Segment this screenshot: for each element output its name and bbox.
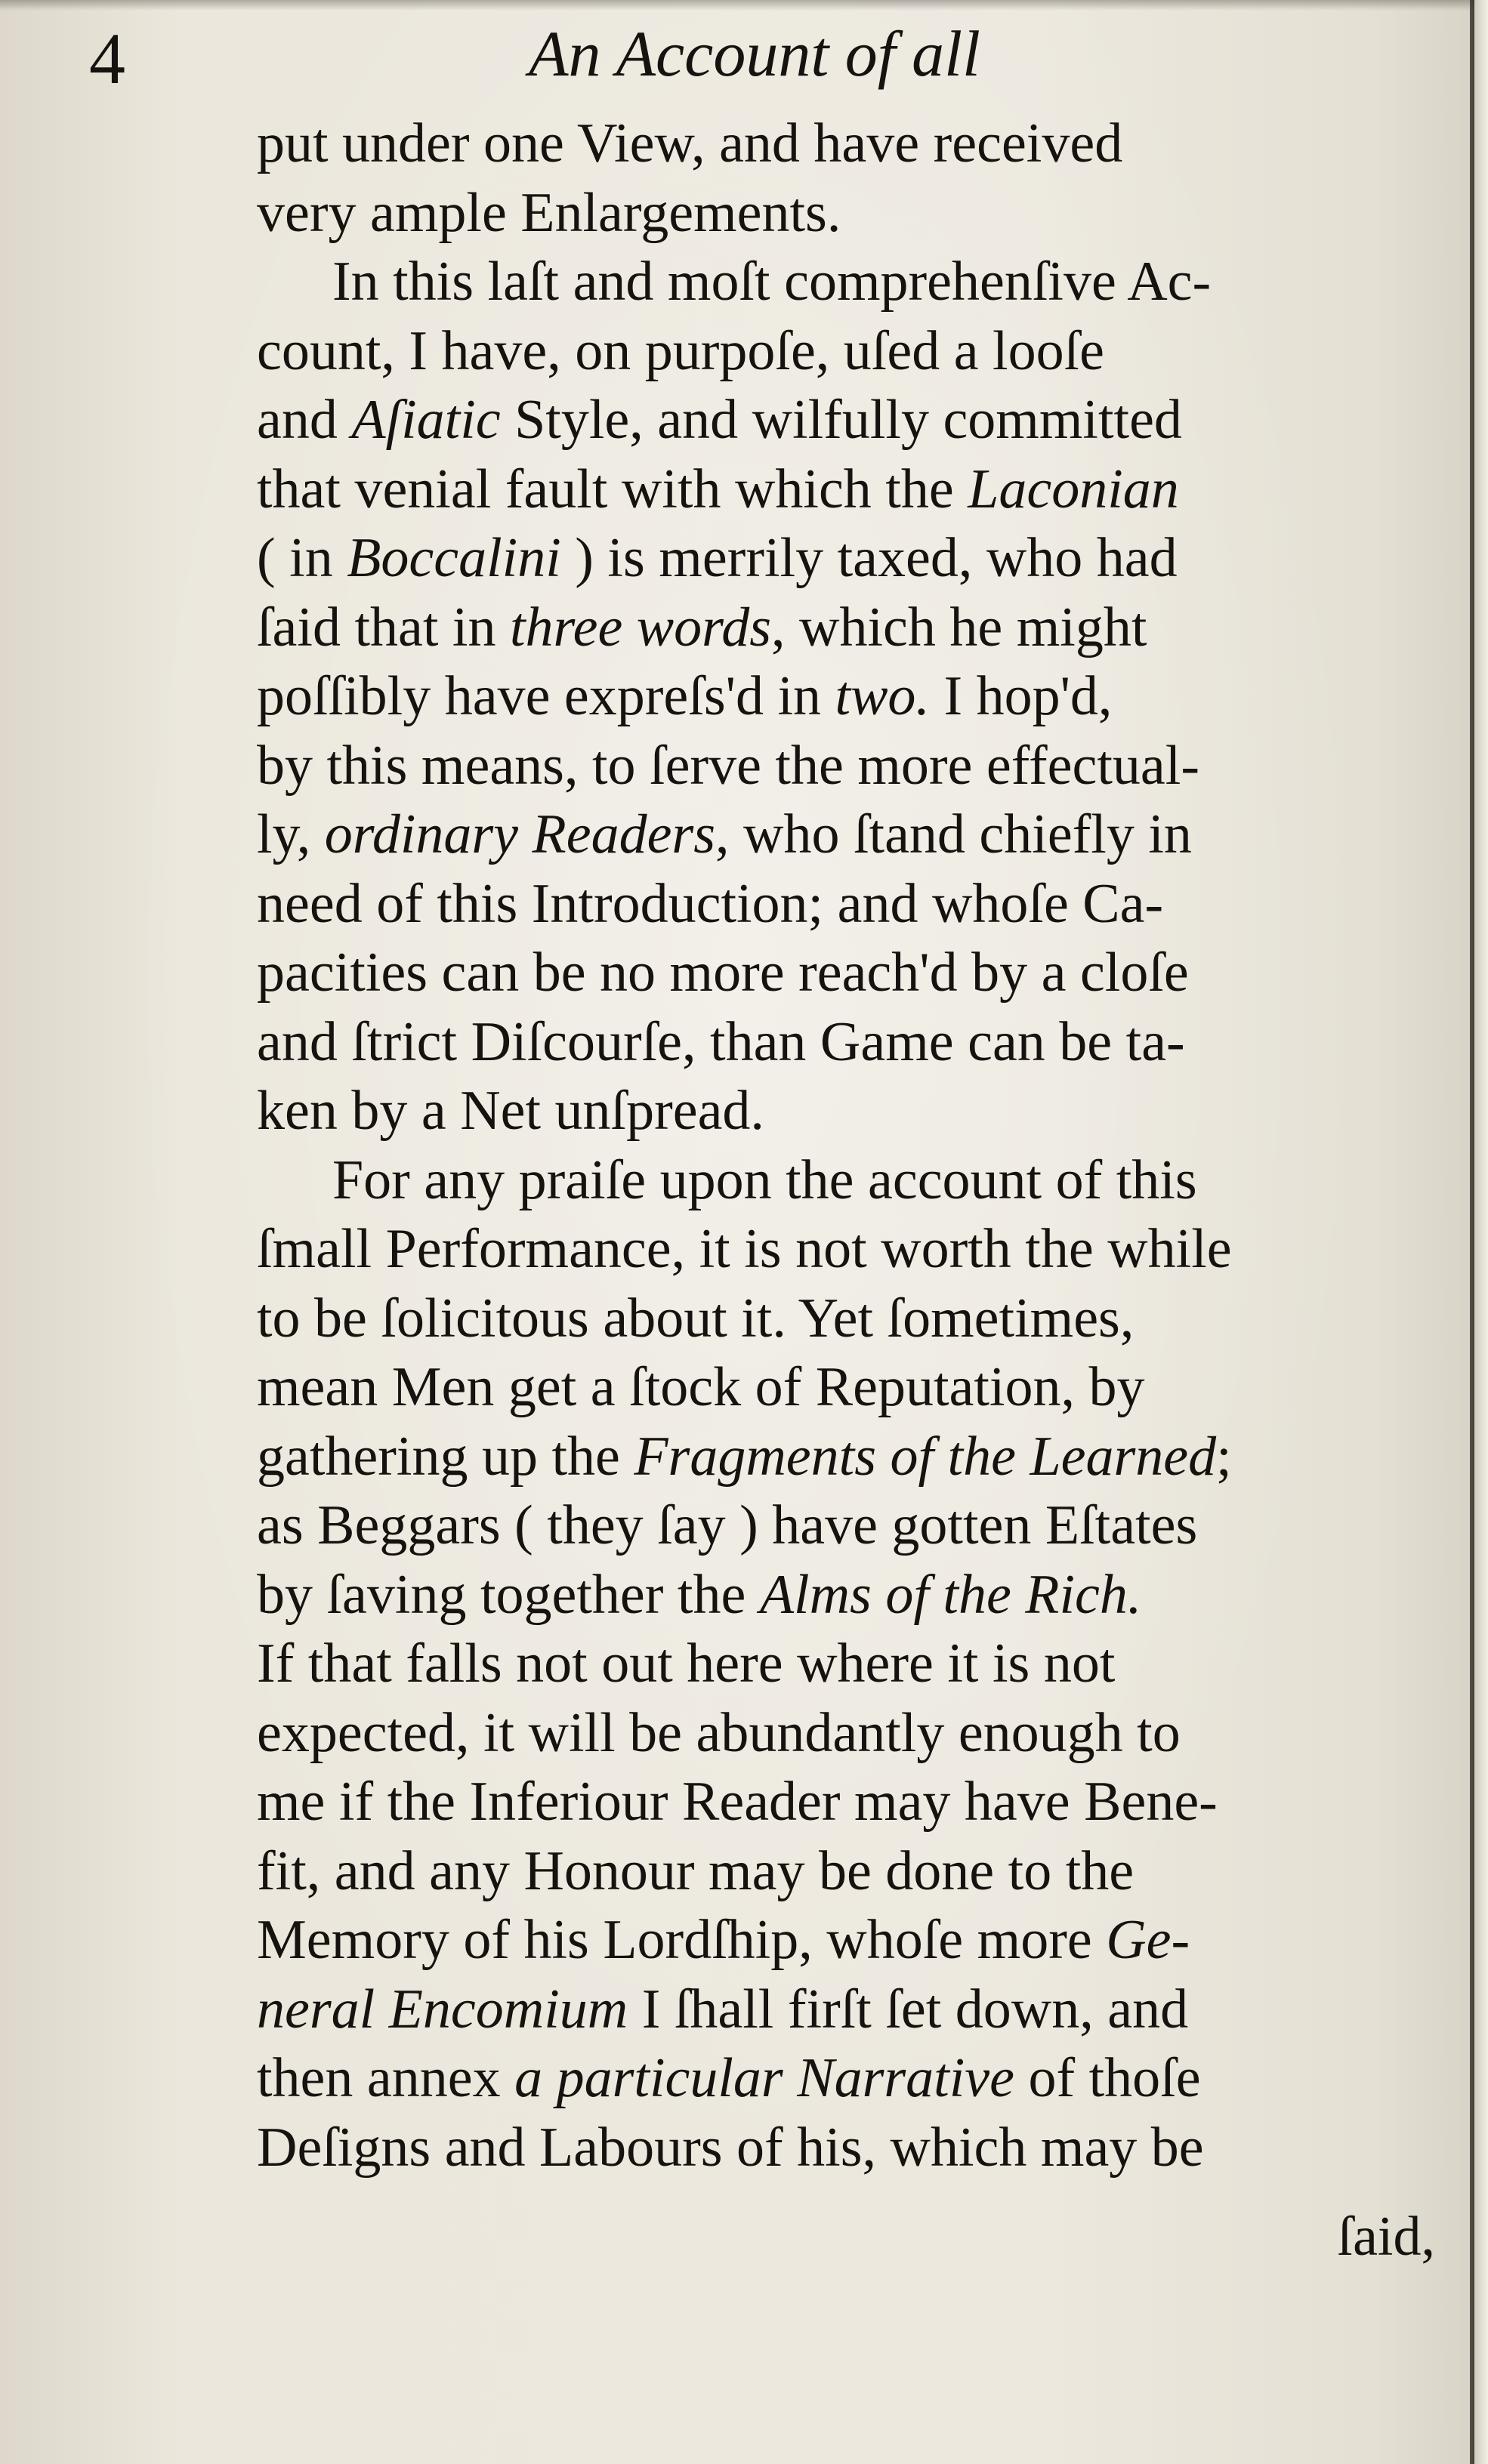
text-segment: and <box>257 389 352 451</box>
text-segment: If that falls not out here where it is not <box>257 1633 1116 1695</box>
italic-segment: two. <box>835 665 930 727</box>
italic-segment: a particular Narrative <box>514 2047 1014 2109</box>
italic-segment: Ge- <box>1106 1909 1190 1971</box>
text-segment: as Beggars ( they ſay ) have gotten Eſtates <box>257 1494 1198 1556</box>
text-segment: ) is merrily taxed, who had <box>560 527 1178 589</box>
text-line <box>257 800 1401 870</box>
text-line <box>257 662 1401 732</box>
text-segment: need of this Introduction; and whoſe Ca- <box>257 872 1164 935</box>
text-segment: , which he might <box>771 596 1147 658</box>
text-line <box>257 1008 1401 1078</box>
text-line <box>257 455 1401 525</box>
paragraph <box>257 109 1401 248</box>
text-line <box>257 1491 1401 1561</box>
text-line <box>257 1768 1401 1837</box>
italic-segment: three words <box>510 596 772 658</box>
text-segment: ken by a Net unſpread. <box>257 1080 764 1142</box>
text-line <box>257 179 1401 248</box>
running-title: An Account of all <box>529 17 980 90</box>
italic-segment: neral Encomium <box>257 1978 628 2040</box>
text-segment: fit, and any Honour may be done to the <box>257 1840 1135 1902</box>
text-segment: ſaid that in <box>257 596 510 658</box>
italic-segment: Fragments of the Learned <box>634 1425 1217 1488</box>
text-segment: Deſigns and Labours of his, which may be <box>257 2116 1204 2179</box>
text-line <box>257 109 1401 179</box>
text-line <box>257 2114 1401 2183</box>
text-segment: ( in <box>257 527 347 589</box>
text-segment: very ample Enlargements. <box>257 181 841 244</box>
text-line <box>257 732 1401 801</box>
page-edge-shadow <box>1474 0 1488 2464</box>
text-segment: that venial fault with which the <box>257 458 968 520</box>
text-line <box>257 1561 1401 1630</box>
text-segment: expected, it will be abundantly enough to <box>257 1701 1181 1764</box>
text-line <box>257 524 1401 594</box>
text-segment: I ſhall firſt ſet down, and <box>628 1978 1189 2040</box>
text-line <box>257 1146 1401 1216</box>
text-segment: and ſtrict Diſcourſe, than Game can be ta- <box>257 1010 1185 1073</box>
text-segment: to be ſolicitous about it. Yet ſometimes, <box>257 1287 1135 1349</box>
page-number: 4 <box>89 18 125 99</box>
text-line <box>257 2044 1401 2114</box>
paragraph <box>257 1146 1401 2183</box>
text-segment: mean Men get a ſtock of Reputation, by <box>257 1356 1145 1418</box>
text-segment: poſſibly have expreſs'd in <box>257 665 835 727</box>
text-line <box>257 317 1401 387</box>
text-segment: I hop'd, <box>929 665 1113 727</box>
text-line <box>257 1837 1401 1907</box>
text-line <box>257 1284 1401 1354</box>
text-segment: ly, <box>257 803 325 865</box>
body-text <box>257 109 1401 2182</box>
text-segment: , who ſtand chiefly in <box>715 803 1192 865</box>
text-segment: count, I have, on purpoſe, uſed a looſe <box>257 319 1104 382</box>
text-line <box>257 1423 1401 1492</box>
catchword: ſaid, <box>1337 2206 1435 2268</box>
text-segment: ; <box>1216 1425 1232 1488</box>
italic-segment: ordinary Readers <box>324 803 716 865</box>
text-segment: me if the Inferiour Reader may have Bene- <box>257 1771 1218 1833</box>
text-line <box>257 1906 1401 1975</box>
text-segment: gathering up the <box>257 1425 634 1488</box>
text-line <box>257 1215 1401 1284</box>
text-line <box>257 870 1401 939</box>
text-segment: In this laſt and moſt comprehenſive Ac- <box>332 251 1212 313</box>
italic-segment: Laconian <box>968 458 1179 520</box>
text-line <box>257 939 1401 1008</box>
italic-segment: Alms of the Rich. <box>759 1563 1142 1626</box>
text-line <box>257 1630 1401 1699</box>
text-segment: ſmall Performance, it is not worth the while <box>257 1218 1232 1280</box>
text-segment: of thoſe <box>1014 2047 1201 2109</box>
text-segment: by ſaving together the <box>257 1563 760 1626</box>
italic-segment: Aſiatic <box>351 389 501 451</box>
text-line <box>257 1077 1401 1146</box>
text-line <box>257 594 1401 663</box>
text-segment: put under one View, and have received <box>257 113 1123 174</box>
text-segment: pacities can be no more reach'd by a cloſe <box>257 942 1189 1004</box>
text-segment: then annex <box>257 2047 515 2109</box>
text-segment: For any praiſe upon the account of this <box>332 1149 1197 1211</box>
text-segment: Style, and wilfully committed <box>500 389 1182 451</box>
text-segment: Memory of his Lordſhip, whoſe more <box>257 1909 1107 1971</box>
text-line <box>257 1699 1401 1769</box>
text-segment: by this means, to ſerve the more effectual- <box>257 734 1199 797</box>
text-line <box>257 1353 1401 1423</box>
italic-segment: Boccalini <box>347 527 561 589</box>
page-edge-line <box>1470 0 1474 2464</box>
paragraph <box>257 248 1401 1146</box>
text-line <box>257 386 1401 455</box>
text-line <box>257 1975 1401 2045</box>
page-top-shadow <box>0 0 1488 11</box>
text-line <box>257 248 1401 317</box>
